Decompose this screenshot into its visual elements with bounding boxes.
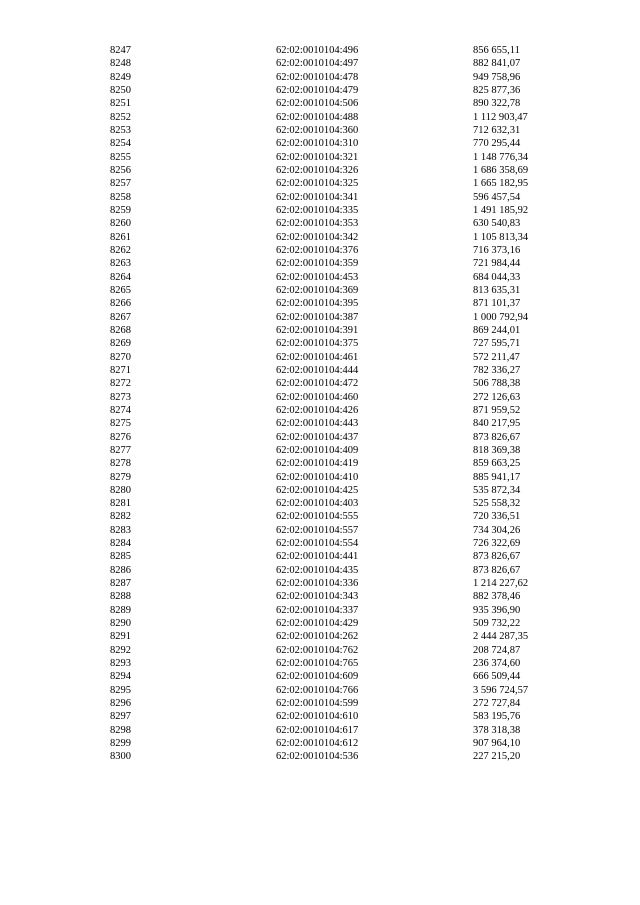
cadastral-value: 856 655,11 — [473, 45, 520, 56]
cadastral-number: 62:02:0010104:609 — [276, 671, 359, 683]
table-row — [0, 497, 640, 510]
cadastral-number: 62:02:0010104:326 — [276, 164, 359, 176]
cadastral-value: 873 826,67 — [473, 431, 521, 443]
cadastral-value: 525 558,32 — [473, 498, 521, 510]
row-number: 8274 — [110, 404, 131, 416]
row-number: 8262 — [110, 244, 131, 256]
cadastral-number: 62:02:0010104:497 — [276, 58, 359, 70]
cadastral-number: 62:02:0010104:766 — [276, 684, 359, 696]
cadastral-value: 630 540,83 — [473, 218, 521, 230]
row-number: 8288 — [110, 591, 131, 603]
table-row — [0, 697, 640, 710]
cadastral-value: 1 665 182,95 — [473, 178, 529, 190]
table-row — [0, 404, 640, 417]
cadastral-value: 3 596 724,57 — [473, 684, 529, 696]
row-number: 8263 — [110, 258, 131, 270]
row-number: 8277 — [110, 444, 131, 456]
cadastral-value: 227 215,20 — [473, 751, 521, 763]
cadastral-number: 62:02:0010104:321 — [276, 151, 359, 163]
row-number: 8281 — [110, 498, 131, 510]
table-row — [0, 377, 640, 390]
table-row — [0, 257, 640, 270]
table-row — [0, 564, 640, 577]
cadastral-value: 871 101,37 — [473, 298, 521, 310]
cadastral-number: 62:02:0010104:555 — [276, 511, 359, 523]
row-number: 8298 — [110, 724, 131, 736]
cadastral-value: 1 491 185,92 — [473, 204, 529, 216]
table-row — [0, 191, 640, 204]
table-row — [0, 684, 640, 697]
cadastral-number: 62:02:0010104:612 — [276, 738, 359, 750]
cadastral-number: 62:02:0010104:536 — [276, 751, 359, 763]
cadastral-value: 840 217,95 — [473, 418, 521, 430]
cadastral-value: 873 826,67 — [473, 551, 521, 563]
cadastral-value: 818 369,38 — [473, 444, 521, 456]
cadastral-number: 62:02:0010104:441 — [276, 551, 359, 563]
table-row — [0, 204, 640, 217]
row-number: 8254 — [110, 138, 131, 150]
row-number: 8293 — [110, 658, 131, 670]
table-row — [0, 710, 640, 723]
row-number: 8251 — [110, 98, 131, 110]
cadastral-value: 782 336,27 — [473, 364, 521, 376]
cadastral-number: 62:02:0010104:375 — [276, 338, 359, 350]
table-row — [0, 124, 640, 137]
table-row — [0, 617, 640, 630]
table-row — [0, 231, 640, 244]
row-number: 8266 — [110, 298, 131, 310]
cadastral-number: 62:02:0010104:443 — [276, 418, 359, 430]
table-row — [0, 337, 640, 350]
table-row — [0, 550, 640, 563]
row-number: 8249 — [110, 71, 131, 83]
cadastral-value: 882 378,46 — [473, 591, 521, 603]
row-number: 8265 — [110, 284, 131, 296]
cadastral-number: 62:02:0010104:341 — [276, 191, 359, 203]
row-number: 8261 — [110, 231, 131, 243]
row-number: 8259 — [110, 204, 131, 216]
row-number: 8271 — [110, 364, 131, 376]
cadastral-value: 727 595,71 — [473, 338, 521, 350]
row-number: 8295 — [110, 684, 131, 696]
table-row — [0, 324, 640, 337]
cadastral-number: 62:02:0010104:762 — [276, 644, 359, 656]
cadastral-number: 62:02:0010104:343 — [276, 591, 359, 603]
row-number: 8300 — [110, 751, 131, 763]
cadastral-value: 721 984,44 — [473, 258, 521, 270]
cadastral-number: 62:02:0010104:617 — [276, 724, 359, 736]
row-number: 8284 — [110, 538, 131, 550]
cadastral-number: 62:02:0010104:554 — [276, 538, 359, 550]
cadastral-value: 2 444 287,35 — [473, 631, 529, 643]
table-row — [0, 577, 640, 590]
table-row — [0, 484, 640, 497]
cadastral-value: 509 732,22 — [473, 618, 521, 630]
row-number: 8267 — [110, 311, 131, 323]
table-row — [0, 630, 640, 643]
cadastral-number: 62:02:0010104:419 — [276, 458, 359, 470]
cadastral-number: 62:02:0010104:425 — [276, 484, 359, 496]
cadastral-value: 1 686 358,69 — [473, 164, 529, 176]
row-number: 8268 — [110, 324, 131, 336]
row-number: 8299 — [110, 738, 131, 750]
cadastral-number: 62:02:0010104:353 — [276, 218, 359, 230]
table-row — [0, 297, 640, 310]
cadastral-number: 62:02:0010104:403 — [276, 498, 359, 510]
row-number: 8252 — [110, 111, 131, 123]
table-row — [0, 44, 640, 57]
cadastral-number: 62:02:0010104:342 — [276, 231, 359, 243]
table-row — [0, 444, 640, 457]
table-row — [0, 644, 640, 657]
cadastral-number: 62:02:0010104:395 — [276, 298, 359, 310]
cadastral-number: 62:02:0010104:435 — [276, 564, 359, 576]
table-row — [0, 217, 640, 230]
cadastral-value: 1 112 903,47 — [473, 111, 528, 123]
row-number: 8269 — [110, 338, 131, 350]
cadastral-number: 62:02:0010104:359 — [276, 258, 359, 270]
cadastral-value: 726 322,69 — [473, 538, 521, 550]
table-row — [0, 457, 640, 470]
row-number: 8290 — [110, 618, 131, 630]
cadastral-value: 596 457,54 — [473, 191, 521, 203]
cadastral-number: 62:02:0010104:337 — [276, 604, 359, 616]
row-number: 8282 — [110, 511, 131, 523]
cadastral-value: 1 000 792,94 — [473, 311, 529, 323]
cadastral-value: 882 841,07 — [473, 58, 521, 70]
cadastral-number: 62:02:0010104:262 — [276, 631, 359, 643]
cadastral-value: 935 396,90 — [473, 604, 521, 616]
row-number: 8270 — [110, 351, 131, 363]
cadastral-value: 1 105 813,34 — [473, 231, 529, 243]
row-number: 8280 — [110, 484, 131, 496]
cadastral-value: 378 318,38 — [473, 724, 521, 736]
cadastral-value: 890 322,78 — [473, 98, 521, 110]
table-row — [0, 177, 640, 190]
cadastral-number: 62:02:0010104:496 — [276, 45, 359, 56]
cadastral-number: 62:02:0010104:478 — [276, 71, 359, 83]
row-number: 8294 — [110, 671, 131, 683]
row-number: 8285 — [110, 551, 131, 563]
cadastral-number: 62:02:0010104:472 — [276, 378, 359, 390]
table-row — [0, 164, 640, 177]
cadastral-value: 583 195,76 — [473, 711, 521, 723]
row-number: 8247 — [110, 45, 131, 56]
table-row — [0, 391, 640, 404]
table-row — [0, 750, 640, 763]
table-row — [0, 364, 640, 377]
cadastral-number: 62:02:0010104:387 — [276, 311, 359, 323]
row-number: 8255 — [110, 151, 131, 163]
row-number: 8258 — [110, 191, 131, 203]
cadastral-value: 871 959,52 — [473, 404, 521, 416]
table-row — [0, 71, 640, 84]
table-row — [0, 604, 640, 617]
row-number: 8279 — [110, 471, 131, 483]
row-number: 8264 — [110, 271, 131, 283]
table-row — [0, 57, 640, 70]
row-number: 8283 — [110, 524, 131, 536]
table-row — [0, 151, 640, 164]
row-number: 8257 — [110, 178, 131, 190]
row-number: 8276 — [110, 431, 131, 443]
table-row — [0, 137, 640, 150]
cadastral-table — [0, 44, 640, 764]
cadastral-number: 62:02:0010104:599 — [276, 698, 359, 710]
row-number: 8289 — [110, 604, 131, 616]
cadastral-value: 825 877,36 — [473, 84, 521, 96]
table-row — [0, 311, 640, 324]
cadastral-number: 62:02:0010104:506 — [276, 98, 359, 110]
cadastral-number: 62:02:0010104:360 — [276, 124, 359, 136]
row-number: 8248 — [110, 58, 131, 70]
row-number: 8292 — [110, 644, 131, 656]
cadastral-value: 813 635,31 — [473, 284, 521, 296]
table-row — [0, 590, 640, 603]
table-row — [0, 657, 640, 670]
cadastral-number: 62:02:0010104:376 — [276, 244, 359, 256]
row-number: 8256 — [110, 164, 131, 176]
cadastral-number: 62:02:0010104:325 — [276, 178, 359, 190]
table-row — [0, 97, 640, 110]
cadastral-number: 62:02:0010104:453 — [276, 271, 359, 283]
row-number: 8278 — [110, 458, 131, 470]
row-number: 8250 — [110, 84, 131, 96]
cadastral-number: 62:02:0010104:437 — [276, 431, 359, 443]
cadastral-number: 62:02:0010104:444 — [276, 364, 359, 376]
cadastral-value: 907 964,10 — [473, 738, 521, 750]
cadastral-value: 734 304,26 — [473, 524, 521, 536]
cadastral-value: 272 126,63 — [473, 391, 521, 403]
table-row — [0, 351, 640, 364]
cadastral-number: 62:02:0010104:765 — [276, 658, 359, 670]
cadastral-value: 1 148 776,34 — [473, 151, 529, 163]
cadastral-number: 62:02:0010104:369 — [276, 284, 359, 296]
row-number: 8275 — [110, 418, 131, 430]
table-row — [0, 724, 640, 737]
cadastral-value: 666 509,44 — [473, 671, 521, 683]
row-number: 8291 — [110, 631, 131, 643]
cadastral-number: 62:02:0010104:426 — [276, 404, 359, 416]
cadastral-value: 859 663,25 — [473, 458, 521, 470]
cadastral-value: 506 788,38 — [473, 378, 521, 390]
table-row — [0, 431, 640, 444]
cadastral-number: 62:02:0010104:409 — [276, 444, 359, 456]
cadastral-value: 208 724,87 — [473, 644, 521, 656]
table-row — [0, 271, 640, 284]
cadastral-number: 62:02:0010104:310 — [276, 138, 359, 150]
row-number: 8272 — [110, 378, 131, 390]
table-row — [0, 111, 640, 124]
row-number: 8253 — [110, 124, 131, 136]
cadastral-number: 62:02:0010104:479 — [276, 84, 359, 96]
cadastral-value: 272 727,84 — [473, 698, 521, 710]
table-row — [0, 471, 640, 484]
cadastral-value: 869 244,01 — [473, 324, 521, 336]
table-row — [0, 670, 640, 683]
row-number: 8287 — [110, 578, 131, 590]
cadastral-number: 62:02:0010104:610 — [276, 711, 359, 723]
cadastral-number: 62:02:0010104:461 — [276, 351, 359, 363]
row-number: 8297 — [110, 711, 131, 723]
table-row — [0, 417, 640, 430]
table-row — [0, 284, 640, 297]
row-number: 8273 — [110, 391, 131, 403]
cadastral-number: 62:02:0010104:410 — [276, 471, 359, 483]
row-number: 8260 — [110, 218, 131, 230]
cadastral-value: 873 826,67 — [473, 564, 521, 576]
cadastral-value: 535 872,34 — [473, 484, 521, 496]
cadastral-value: 720 336,51 — [473, 511, 521, 523]
row-number: 8286 — [110, 564, 131, 576]
cadastral-value: 716 373,16 — [473, 244, 521, 256]
table-row — [0, 510, 640, 523]
cadastral-number: 62:02:0010104:336 — [276, 578, 359, 590]
cadastral-number: 62:02:0010104:557 — [276, 524, 359, 536]
cadastral-value: 885 941,17 — [473, 471, 521, 483]
cadastral-value: 712 632,31 — [473, 124, 521, 136]
table-row — [0, 244, 640, 257]
table-row — [0, 524, 640, 537]
table-row — [0, 84, 640, 97]
cadastral-number: 62:02:0010104:335 — [276, 204, 359, 216]
cadastral-value: 684 044,33 — [473, 271, 521, 283]
cadastral-number: 62:02:0010104:488 — [276, 111, 359, 123]
cadastral-number: 62:02:0010104:391 — [276, 324, 359, 336]
cadastral-value: 572 211,47 — [473, 351, 520, 363]
cadastral-number: 62:02:0010104:460 — [276, 391, 359, 403]
table-row — [0, 737, 640, 750]
cadastral-value: 1 214 227,62 — [473, 578, 529, 590]
table-row — [0, 537, 640, 550]
row-number: 8296 — [110, 698, 131, 710]
cadastral-number: 62:02:0010104:429 — [276, 618, 359, 630]
cadastral-value: 236 374,60 — [473, 658, 521, 670]
cadastral-value: 770 295,44 — [473, 138, 521, 150]
cadastral-value: 949 758,96 — [473, 71, 521, 83]
